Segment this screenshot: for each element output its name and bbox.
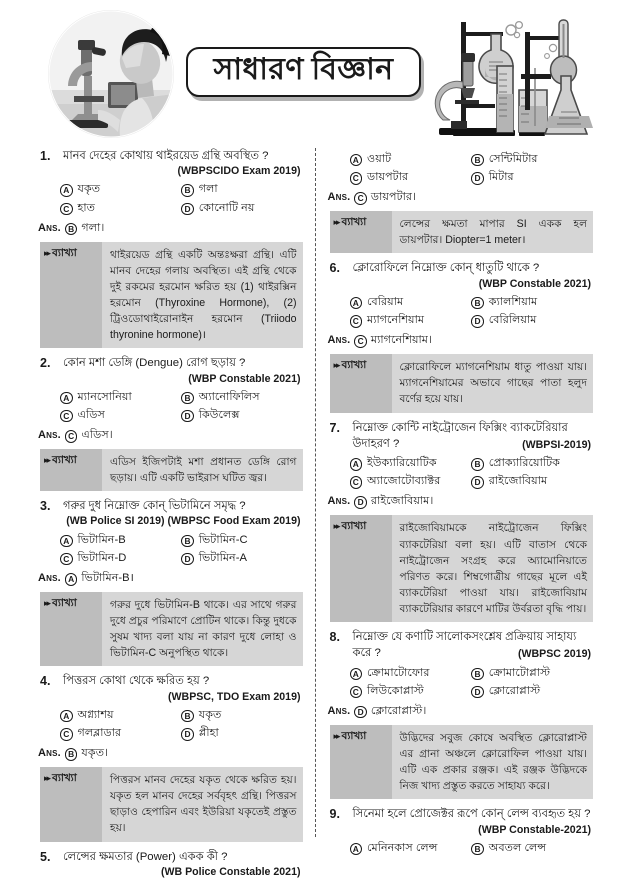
question-source: (WBPSC 2019) <box>518 648 591 661</box>
question-text: নিম্নোক্ত যে কণাটি সালোকসংশ্লেষ প্রক্রিয়ায় সাহায্য করে ? <box>352 631 577 660</box>
left-column <box>26 148 316 878</box>
option-marker-icon: B <box>181 710 194 723</box>
double-arrow-icon: ▸▸ <box>44 247 50 258</box>
question-block-7 <box>328 420 594 623</box>
page-header <box>0 0 627 148</box>
question-number: 8. <box>329 630 340 645</box>
option-c[interactable] <box>60 199 181 217</box>
option-label: যকৃত <box>198 708 222 721</box>
option-label: রাইজোবিয়াম <box>488 475 548 488</box>
explanation-label-text: ব্যাখ্যা <box>52 773 77 785</box>
explanation-label-text: ব্যাখ্যা <box>341 730 367 742</box>
option-label: যকৃত <box>77 183 101 196</box>
right-column <box>316 148 606 854</box>
option-b[interactable] <box>471 293 593 311</box>
option-label: বেরিলিয়াম <box>488 314 537 327</box>
option-list <box>38 706 303 742</box>
explanation-box <box>40 592 303 666</box>
option-label: ক্লোরোপ্লাস্ট <box>488 684 541 697</box>
option-label: ভিটামিন-D <box>77 551 127 564</box>
option-label: কিউলেক্স <box>198 408 240 421</box>
question-source: (WBPSI-2019) <box>522 438 591 451</box>
question-number: 5. <box>40 849 51 864</box>
option-list <box>328 839 594 857</box>
option-a[interactable] <box>60 706 181 724</box>
option-marker-icon: C <box>350 172 363 185</box>
option-marker-icon: A <box>60 535 73 548</box>
question-number: 6. <box>329 261 340 276</box>
option-label: গলা <box>198 183 218 196</box>
option-label: অবতল লেন্স <box>488 841 547 854</box>
answer-marker-icon: C <box>354 192 367 205</box>
question-block-2 <box>38 355 303 491</box>
option-marker-icon: A <box>350 668 363 681</box>
answer-marker-icon: A <box>65 573 78 586</box>
question-number: 9. <box>329 807 340 822</box>
answer-line <box>38 219 303 238</box>
page-title-container <box>174 47 433 100</box>
content-columns <box>0 148 627 878</box>
option-marker-icon: B <box>471 458 484 471</box>
laboratory-equipment-illustration <box>433 8 591 140</box>
option-a[interactable] <box>60 388 181 406</box>
option-a[interactable] <box>350 664 472 682</box>
option-list <box>328 293 594 329</box>
option-d[interactable] <box>181 199 302 217</box>
option-list <box>38 180 303 216</box>
option-label: মেনিনকাস লেন্স <box>367 841 438 854</box>
answer-line <box>328 492 594 511</box>
explanation-label <box>330 725 392 799</box>
option-label: ভিটামিন-B <box>77 533 126 546</box>
question-text: সিনেমা হলে প্রোজেক্টর রূপে কোন্ লেন্স ব্যবহৃত হয় ? <box>352 808 591 821</box>
answer-label: Ans. <box>38 429 61 442</box>
option-b[interactable] <box>471 150 593 168</box>
explanation-text: উদ্ভিদের সবুজ কোষে অবস্থিত ক্লোরোপ্লাস্ট এর গ্রানা অঞ্চলে ক্লোরোফিল পাওয়া যায়। এটি এক প্রকার রঞ্জক। এই রঞ্জক উদ্ভিদকে নিজ খাদ্য প্রস্তুত করতে সাহায্য করে। <box>399 731 587 793</box>
explanation-box <box>40 767 303 841</box>
option-label: অ্যাজোটোব্যাক্টর <box>367 475 441 488</box>
option-a[interactable] <box>60 180 181 198</box>
option-c[interactable] <box>60 406 181 424</box>
explanation-label <box>40 767 102 841</box>
double-arrow-icon: ▸▸ <box>44 598 50 609</box>
explanation-text: রাইজোবিয়ামকে নাইট্রোজেন ফিক্সিং ব্যাকটেরিয়া বলা হয়। এটি বাতাস থেকে নাইট্রোজেন সংগ্রহ করে অ্যামোনিয়াতে পরিণত করে। শিম্বগোত্রীয় গাছের মূলে এই ব্যাকটেরিয়া পাওয়া যায়। রাইজোবিয়াম ব্যাকটেরিয়ার কারণে মাটির উর্বরতা বৃদ্ধি পায়। <box>399 522 587 615</box>
option-marker-icon: A <box>350 843 363 856</box>
answer-marker-icon: D <box>354 496 367 509</box>
option-label: প্রোক্যারিয়োটিক <box>488 457 561 470</box>
option-label: ভিটামিন-A <box>198 551 247 564</box>
option-label: মিটার <box>488 171 514 184</box>
question-source: (WBPSC, TDO Exam 2019) <box>168 690 301 703</box>
double-arrow-icon: ▸▸ <box>333 521 339 532</box>
option-b[interactable] <box>471 839 593 857</box>
option-label: ওয়াট <box>367 153 392 165</box>
option-list <box>38 531 303 567</box>
option-marker-icon: B <box>471 843 484 856</box>
explanation-label <box>40 242 102 349</box>
question-text: নিম্নোক্ত কোন্টি নাইট্রোজেন ফিক্সিং ব্যাকটেরিয়ার উদাহরণ ? <box>352 421 568 450</box>
option-c[interactable] <box>350 311 472 329</box>
option-marker-icon: C <box>350 476 363 489</box>
answer-marker-icon: C <box>65 430 78 443</box>
option-marker-icon: B <box>471 668 484 681</box>
question-text: লেন্সের ক্ষমতার (Power) একক কী ? <box>63 850 228 863</box>
option-marker-icon: B <box>181 392 194 405</box>
answer-text: যকৃত। <box>81 747 109 760</box>
option-a[interactable] <box>350 454 472 472</box>
double-arrow-icon: ▸▸ <box>333 730 339 741</box>
answer-line <box>38 569 303 588</box>
explanation-label <box>330 354 392 412</box>
question-number: 1. <box>40 149 51 163</box>
option-marker-icon: A <box>60 392 73 405</box>
option-marker-icon: C <box>60 203 73 216</box>
double-arrow-icon: ▸▸ <box>44 455 50 466</box>
answer-text: ক্লোরোপ্লাস্ট। <box>370 704 427 717</box>
option-label: ভিটামিন-C <box>198 533 248 546</box>
question-number: 4. <box>40 674 51 689</box>
explanation-label-text: ব্যাখ্যা <box>52 455 77 467</box>
question-block-1 <box>38 148 303 348</box>
option-marker-icon: D <box>471 315 484 328</box>
answer-label: Ans. <box>38 221 61 234</box>
answer-line <box>328 331 594 350</box>
question-source: (WBP Constable-2021) <box>478 823 591 836</box>
double-arrow-icon: ▸▸ <box>333 360 339 371</box>
option-marker-icon: A <box>350 297 363 310</box>
question-heading <box>328 806 594 822</box>
question-number: 2. <box>40 356 51 371</box>
answer-label: Ans. <box>327 495 351 508</box>
double-arrow-icon: ▸▸ <box>333 217 339 228</box>
question-text: ক্লোরোফিলে নিম্নোক্ত কোন্ ধাতুটি থাকে ? <box>352 262 540 275</box>
question-source: (WBPSCIDO Exam 2019) <box>177 165 301 178</box>
option-b[interactable] <box>471 664 593 682</box>
option-marker-icon: A <box>60 184 73 197</box>
question-heading <box>38 673 303 689</box>
explanation-text: ক্লোরোফিলে ম্যাগনেশিয়াম ধাতু পাওয়া যায়। ম্যাগনেশিয়ামের অভাবে গাছের পাতা হলুদ বর্ণের হয়ে যায়। <box>399 361 587 406</box>
answer-line <box>38 744 303 763</box>
answer-text: এডিস। <box>81 429 113 442</box>
option-b[interactable] <box>181 531 302 549</box>
option-marker-icon: D <box>471 476 484 489</box>
option-label: ক্রোমাটোফোর <box>367 666 430 679</box>
option-b[interactable] <box>181 388 302 406</box>
explanation-label <box>330 515 392 622</box>
answer-text: ম্যাগনেশিয়াম। <box>370 334 432 347</box>
answer-line <box>38 426 303 445</box>
answer-text: গলা। <box>81 221 105 234</box>
answer-label: Ans. <box>38 747 61 760</box>
question-source: (WBP Constable 2021) <box>478 277 591 290</box>
option-c[interactable] <box>350 168 472 186</box>
answer-marker-icon: C <box>354 335 367 348</box>
answer-marker-icon: D <box>354 706 367 719</box>
option-c[interactable] <box>60 549 181 567</box>
explanation-box <box>330 515 594 622</box>
question-block-9 <box>328 806 594 857</box>
option-marker-icon: D <box>181 728 194 741</box>
option-d[interactable] <box>471 682 593 700</box>
answer-line <box>328 188 594 207</box>
option-label: সেন্টিমিটার <box>488 153 538 165</box>
option-label: ম্যাগনেশিয়াম <box>367 314 425 327</box>
option-marker-icon: D <box>471 686 484 699</box>
option-label: এডিস <box>77 408 105 421</box>
option-marker-icon: D <box>181 410 194 423</box>
option-label: লিউকোপ্লাস্ট <box>367 684 424 697</box>
answer-text: ভিটামিন-B। <box>81 572 134 585</box>
option-a[interactable] <box>60 531 181 549</box>
double-arrow-icon: ▸▸ <box>44 773 50 784</box>
option-label: বেরিয়াম <box>367 295 404 308</box>
option-a[interactable] <box>350 293 472 311</box>
option-marker-icon: B <box>181 535 194 548</box>
explanation-label-text: ব্যাখ্যা <box>52 598 77 610</box>
explanation-label <box>40 449 102 491</box>
option-c[interactable] <box>60 724 181 742</box>
option-marker-icon: C <box>350 315 363 328</box>
question-heading <box>38 148 303 164</box>
option-d[interactable] <box>471 168 593 186</box>
option-list <box>38 388 303 424</box>
answer-label: Ans. <box>38 572 61 585</box>
option-label: অ্যানোফিলিস <box>198 390 260 403</box>
option-label: ইউক্যারিয়োটিক <box>367 457 437 470</box>
option-label: ম্যানসোনিয়া <box>77 390 132 403</box>
scientist-at-microscope-photo <box>48 10 174 138</box>
option-marker-icon: C <box>60 728 73 741</box>
option-d[interactable] <box>181 406 302 424</box>
option-marker-icon: B <box>181 184 194 197</box>
option-a[interactable] <box>350 839 472 857</box>
option-d[interactable] <box>471 311 593 329</box>
option-d[interactable] <box>471 472 593 490</box>
question-block-6 <box>328 260 594 412</box>
option-label: কোনোটি নয় <box>198 201 255 214</box>
question-block-3 <box>38 498 303 666</box>
question-source: (WB Police Constable 2021) <box>160 865 301 878</box>
question-heading <box>38 498 303 514</box>
option-list <box>328 150 594 186</box>
option-marker-icon: B <box>471 154 484 167</box>
explanation-box <box>330 725 594 799</box>
explanation-label-text: ব্যাখ্যা <box>52 247 77 259</box>
explanation-box <box>40 449 303 491</box>
question-text: কোন মশা ডেঙ্গি (Dengue) রোগ ছড়ায় ? <box>63 357 246 370</box>
page-title-box <box>186 47 422 96</box>
option-label: প্লীহা <box>198 727 219 740</box>
question-heading <box>38 849 303 865</box>
explanation-box <box>330 211 594 253</box>
question-block-5-continued <box>328 150 594 253</box>
question-number: 3. <box>40 499 51 514</box>
question-source: (WB Police SI 2019) (WBPSC Food Exam 2019) <box>66 515 301 528</box>
option-b[interactable] <box>181 706 302 724</box>
option-label: অগ্ন্যাশয় <box>77 708 114 721</box>
option-label: হাত <box>77 201 96 214</box>
explanation-text: গরুর দুধে ভিটামিন-B থাকে। এর সাথে গরুর দুধে প্রচুর পরিমাণে প্রোটিন থাকে। কিন্তু দুধকে সুষম খাদ্য বলা যায় না কারণ দুধে লোহা ও ভিটামিন-C অনুপস্থিত থাকে। <box>110 599 297 660</box>
option-label: ক্রোমাটোপ্লাস্ট <box>488 666 551 679</box>
answer-marker-icon: B <box>65 748 78 761</box>
option-marker-icon: C <box>60 553 73 566</box>
explanation-text: থাইরয়েড গ্রন্থি একটি অন্তঃক্ষরা গ্রন্থি। এটি মানব দেহের গলায় অবস্থিত। এই গ্রন্থি থেকে দুই রকমের হরমোন ক্ষরিত হয় (1) থাইরক্সিন হরমোন (Thyroxine Hormone), (2) ট্রিওডোথাইরোনাইন হরমোন (Triiodo thyronine hormone)। <box>110 248 297 342</box>
answer-label: Ans. <box>327 704 351 717</box>
answer-text: রাইজোবিয়াম। <box>370 495 434 508</box>
question-heading <box>328 260 594 276</box>
question-block-4 <box>38 673 303 841</box>
option-marker-icon: D <box>181 203 194 216</box>
explanation-text: এডিস ইজিপটাই মশা প্রধানত ডেঙ্গি রোগ ছড়ায়। এটি একটি ভাইরাস ঘটিত জ্বর। <box>110 456 297 485</box>
answer-marker-icon: B <box>65 223 78 236</box>
explanation-label-text: ব্যাখ্যা <box>341 360 367 372</box>
explanation-label-text: ব্যাখ্যা <box>341 217 367 229</box>
answer-line <box>328 702 594 721</box>
option-c[interactable] <box>350 472 472 490</box>
question-source: (WBP Constable 2021) <box>188 372 301 385</box>
option-marker-icon: A <box>350 154 363 167</box>
option-marker-icon: D <box>471 172 484 185</box>
question-block-5 <box>38 849 303 879</box>
option-list <box>328 454 594 490</box>
explanation-label <box>330 211 392 253</box>
option-label: ডায়পটার <box>367 171 409 184</box>
explanation-label-text: ব্যাখ্যা <box>341 521 367 533</box>
option-marker-icon: C <box>350 686 363 699</box>
answer-text: ডায়পটার। <box>370 191 417 204</box>
option-label: গলব্লাডার <box>77 727 122 740</box>
option-marker-icon: A <box>60 710 73 723</box>
option-d[interactable] <box>181 549 302 567</box>
explanation-text: লেন্সের ক্ষমতা মাপার SI একক হল ডায়পটার। Diopter=1 meter। <box>399 218 587 247</box>
option-a[interactable] <box>350 150 472 168</box>
explanation-label <box>40 592 102 666</box>
question-text: পিত্তরস কোথা থেকে ক্ষরিত হয় ? <box>63 675 210 688</box>
option-b[interactable] <box>181 180 302 198</box>
question-text: গরুর দুধ নিম্নোক্ত কোন্ ভিটামিনে সমৃদ্ধ ? <box>63 500 246 513</box>
option-marker-icon: D <box>181 553 194 566</box>
option-list <box>328 664 594 700</box>
page-title: সাধারণ বিজ্ঞান <box>213 53 394 87</box>
question-block-8 <box>328 629 594 799</box>
option-label: ক্যালশিয়াম <box>488 295 538 308</box>
option-c[interactable] <box>350 682 472 700</box>
explanation-box <box>40 242 303 349</box>
option-marker-icon: C <box>60 410 73 423</box>
option-marker-icon: A <box>350 458 363 471</box>
answer-label: Ans. <box>327 191 351 204</box>
explanation-box <box>330 354 594 412</box>
question-text: মানব দেহের কোথায় থাইরয়েড গ্রন্থি অবস্থিত ? <box>63 150 269 162</box>
option-d[interactable] <box>181 724 302 742</box>
question-number: 7. <box>329 420 340 435</box>
question-heading <box>38 355 303 371</box>
option-marker-icon: B <box>471 297 484 310</box>
option-b[interactable] <box>471 454 593 472</box>
explanation-text: পিত্তরস মানব দেহের যকৃত থেকে ক্ষরিত হয়। যকৃত হল মানব দেহের সর্ববৃহৎ গ্রন্থি। পিত্তরস ছাড়াও হেপারিন এবং ইউরিয়া যকৃতেই প্রস্তুত হয়। <box>110 774 297 835</box>
answer-label: Ans. <box>327 334 351 347</box>
